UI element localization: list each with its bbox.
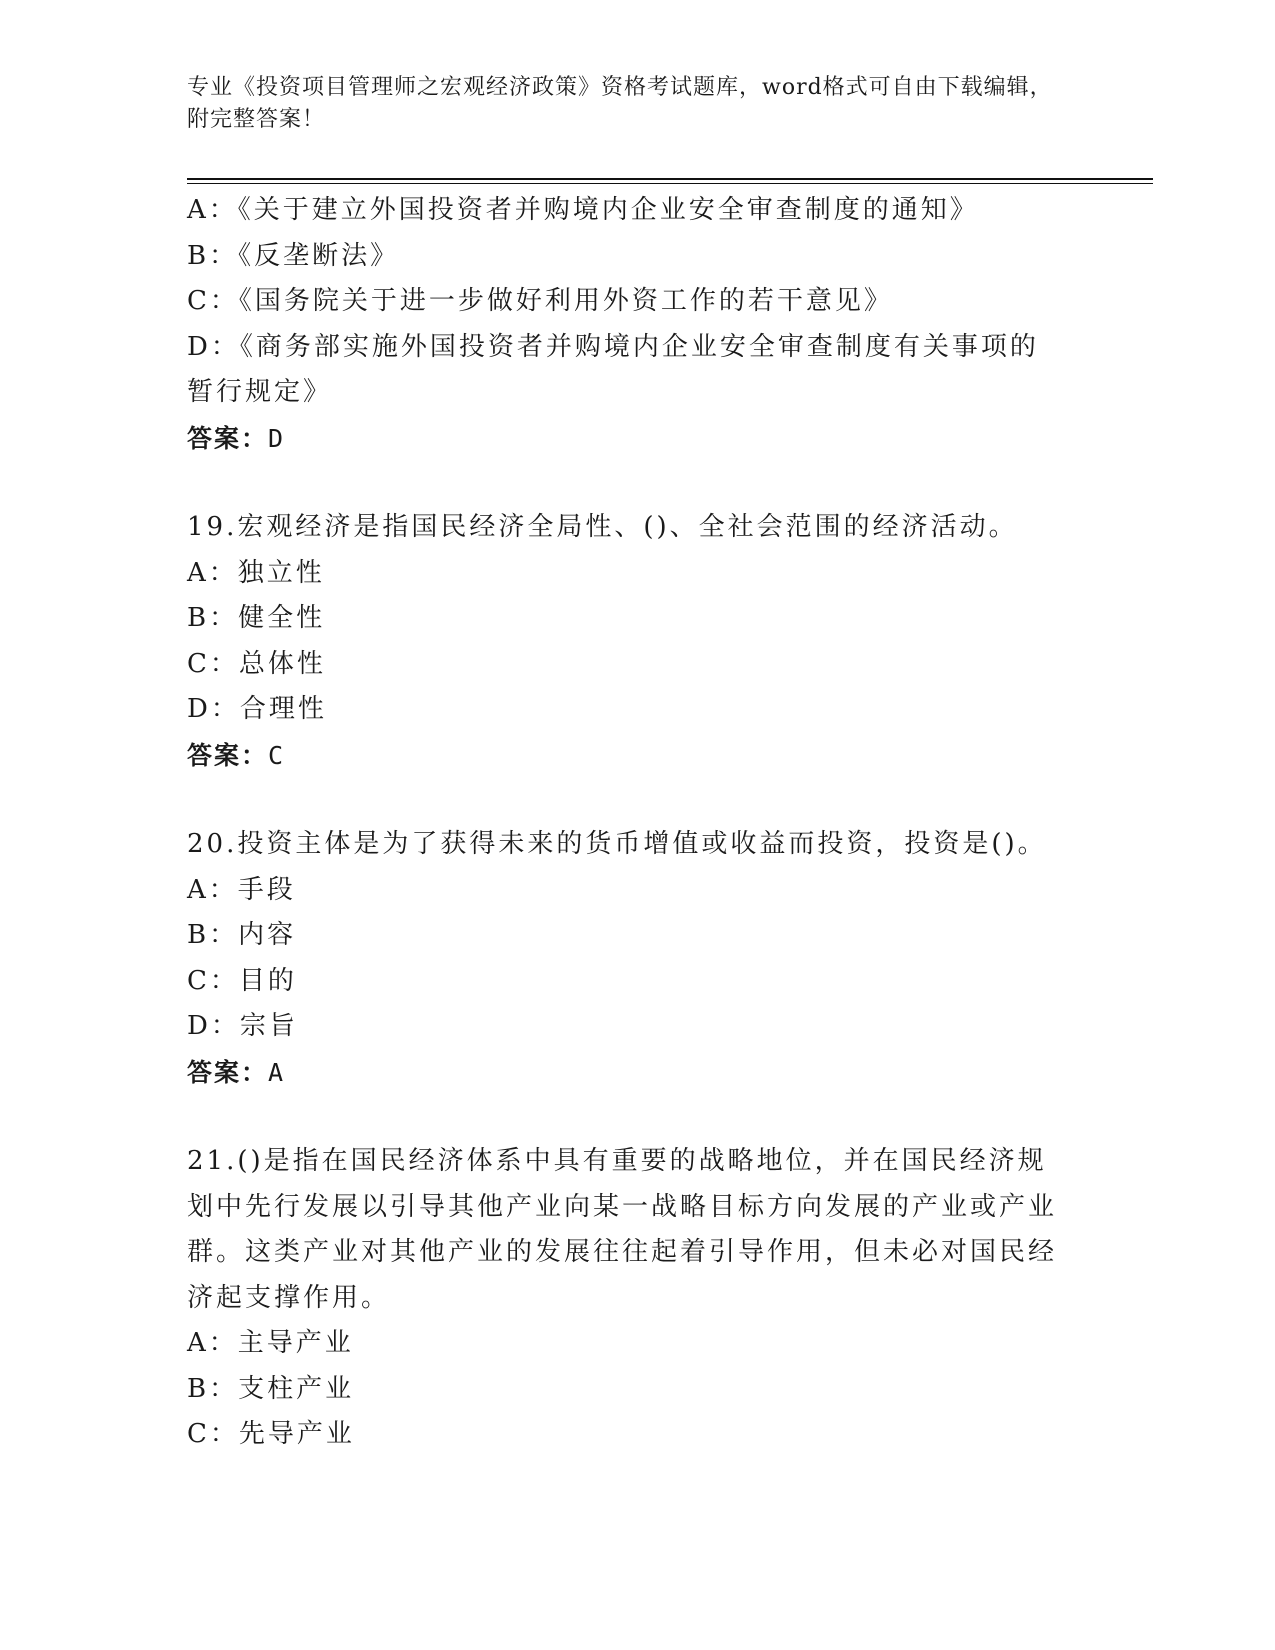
option-text: 《国务院关于进一步做好利用外资工作的若干意见》 — [238, 286, 893, 316]
option-b — [187, 596, 1087, 642]
option-d — [187, 1004, 1087, 1050]
option-b — [187, 234, 1087, 280]
option-c — [187, 959, 1087, 1005]
answer-value: D — [268, 423, 286, 453]
option-b — [187, 913, 1087, 959]
option-text: 目的 — [238, 965, 297, 996]
option-a — [187, 1321, 1087, 1367]
option-a — [187, 551, 1087, 597]
question-21 — [187, 1139, 1087, 1458]
header-divider-thick — [187, 178, 1153, 180]
option-text: 总体性 — [238, 648, 326, 679]
option-text: 《关于建立外国投资者并购境内企业安全审查制度的通知》 — [237, 195, 979, 225]
option-text: 合理性 — [239, 694, 327, 724]
option-label: A： — [187, 557, 238, 588]
option-text: 宗旨 — [239, 1011, 298, 1041]
question-text: 20.投资主体是为了获得未来的货币增值或收益而投资，投资是()。 — [187, 829, 1047, 859]
answer-label: 答案： — [187, 1057, 269, 1087]
option-text: 健全性 — [238, 603, 326, 633]
option-label: A： — [187, 874, 238, 905]
option-label: C： — [187, 1419, 239, 1449]
option-text: 先导产业 — [238, 1419, 355, 1449]
option-label: D： — [187, 1011, 240, 1041]
option-label: B： — [187, 603, 239, 633]
option-c — [187, 279, 1087, 325]
question-text: 19.宏观经济是指国民经济全局性、()、全社会范围的经济活动。 — [187, 512, 1018, 542]
option-text: 内容 — [238, 920, 297, 950]
option-label: B： — [187, 1373, 239, 1404]
answer-label: 答案： — [187, 740, 269, 770]
option-a — [187, 868, 1087, 914]
answer-line — [187, 416, 1087, 462]
option-text: 《商务部实施外国投资者并购境内企业安全审查制度有关事项的暂行规定》 — [187, 331, 1039, 407]
option-label: C： — [187, 648, 239, 679]
option-text: 手段 — [237, 874, 296, 905]
answer-value: A — [268, 1057, 286, 1087]
answer-line — [187, 733, 1087, 779]
option-d — [187, 687, 1087, 733]
option-label: A： — [187, 195, 238, 225]
option-label: D： — [187, 694, 240, 724]
option-a — [187, 188, 1087, 234]
question-19 — [187, 505, 1087, 778]
option-text: 支柱产业 — [238, 1373, 355, 1404]
question-20 — [187, 822, 1087, 1095]
option-label: C： — [187, 286, 239, 316]
question-text: 21.()是指在国民经济体系中具有重要的战略地位，并在国民经济规划中先行发展以引导其他产业向某一战略目标方向发展的产业或产业群。这类产业对其他产业的发展往往起着引导作用，但未必对国民经济起支撑作用。 — [187, 1146, 1058, 1313]
answer-label: 答案： — [187, 423, 269, 453]
option-label: D： — [187, 331, 240, 362]
option-text: 独立性 — [237, 557, 325, 588]
option-c — [187, 642, 1087, 688]
option-text: 《反垄断法》 — [238, 240, 400, 271]
option-label: B： — [187, 240, 239, 271]
question-list — [187, 188, 1087, 1458]
option-b — [187, 1367, 1087, 1413]
option-c — [187, 1412, 1087, 1458]
document-intro: 专业《投资项目管理师之宏观经济政策》资格考试题库，word格式可自由下载编辑，附完整答案！ — [187, 75, 1053, 132]
option-label: C： — [187, 965, 239, 996]
option-d — [187, 325, 1067, 416]
answer-value: C — [268, 740, 286, 770]
option-text: 主导产业 — [237, 1328, 354, 1358]
option-label: B： — [187, 920, 239, 950]
option-label: A： — [187, 1328, 238, 1358]
header-divider-thin — [187, 183, 1153, 184]
answer-line — [187, 1050, 1087, 1096]
question-18 — [187, 188, 1087, 461]
